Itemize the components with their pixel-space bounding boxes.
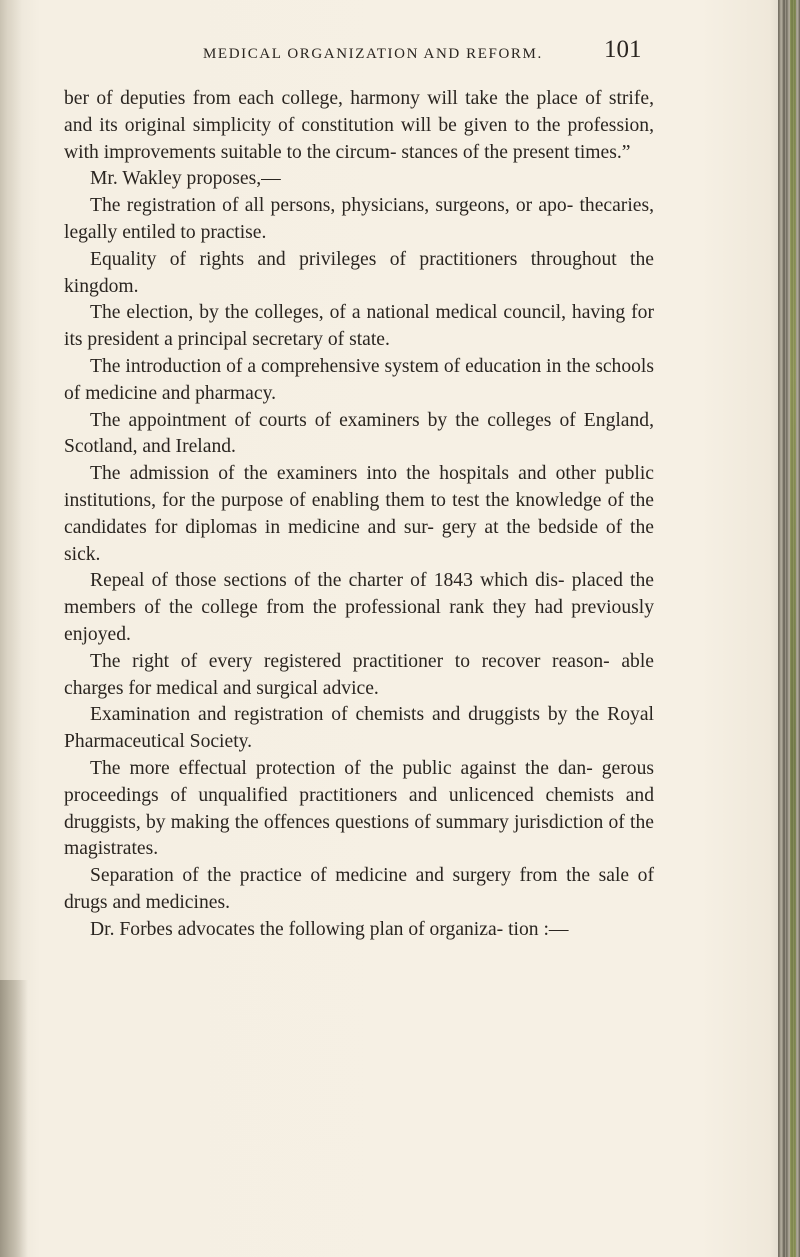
paragraph: Repeal of those sections of the charter of 1843 which dis- placed the members of the college from the professional rank they had previously enjoyed.	[64, 570, 654, 645]
body-text	[64, 86, 654, 944]
page-number: 101	[604, 36, 642, 63]
paragraph: Equality of rights and privileges of practitioners throughout the kingdom.	[64, 248, 654, 297]
page-edges	[778, 0, 800, 1257]
paragraph: Mr. Wakley proposes,—	[90, 168, 281, 190]
running-head: MEDICAL ORGANIZATION AND REFORM.	[203, 46, 543, 62]
paragraph: The registration of all persons, physicians, surgeons, or apo- thecaries, legally entiled to practise.	[64, 195, 654, 243]
page-header	[0, 36, 800, 66]
paragraph: The introduction of a comprehensive system of education in the schools of medicine and pharmacy.	[64, 355, 654, 404]
paragraph: Examination and registration of chemists and druggists by the Royal Pharmaceutical Society.	[64, 704, 654, 753]
paragraph: The right of every registered practitioner to recover reason- able charges for medical and surgical advice.	[64, 650, 654, 699]
paragraph: The appointment of courts of examiners by the colleges of England, Scotland, and Ireland.	[64, 409, 654, 458]
paragraph: The admission of the examiners into the hospitals and other public institutions, for the purpose of enabling them to test the knowledge of the candidates for diplomas in medicine and sur- gery at the bedside of the sick.	[64, 463, 654, 565]
binding-shadow-bottom	[0, 980, 28, 1257]
paragraph: The election, by the colleges, of a national medical council, having for its president a principal secretary of state.	[64, 302, 654, 351]
page-edge-tint	[790, 0, 796, 1257]
paragraph: ber of deputies from each college, harmony will take the place of strife, and its original simplicity of constitution will be given to the profession, with improvements suitable to the circum- stances of the present times.”	[64, 88, 654, 163]
paragraph: The more effectual protection of the public against the dan- gerous proceedings of unqualified practitioners and unlicenced chemists and druggists, by making the offences questions of summary jurisdiction of the magistrates.	[64, 757, 654, 860]
paragraph: Dr. Forbes advocates the following plan of organiza- tion :—	[90, 918, 569, 940]
paragraph: Separation of the practice of medicine and surgery from the sale of drugs and medicines.	[64, 865, 654, 913]
